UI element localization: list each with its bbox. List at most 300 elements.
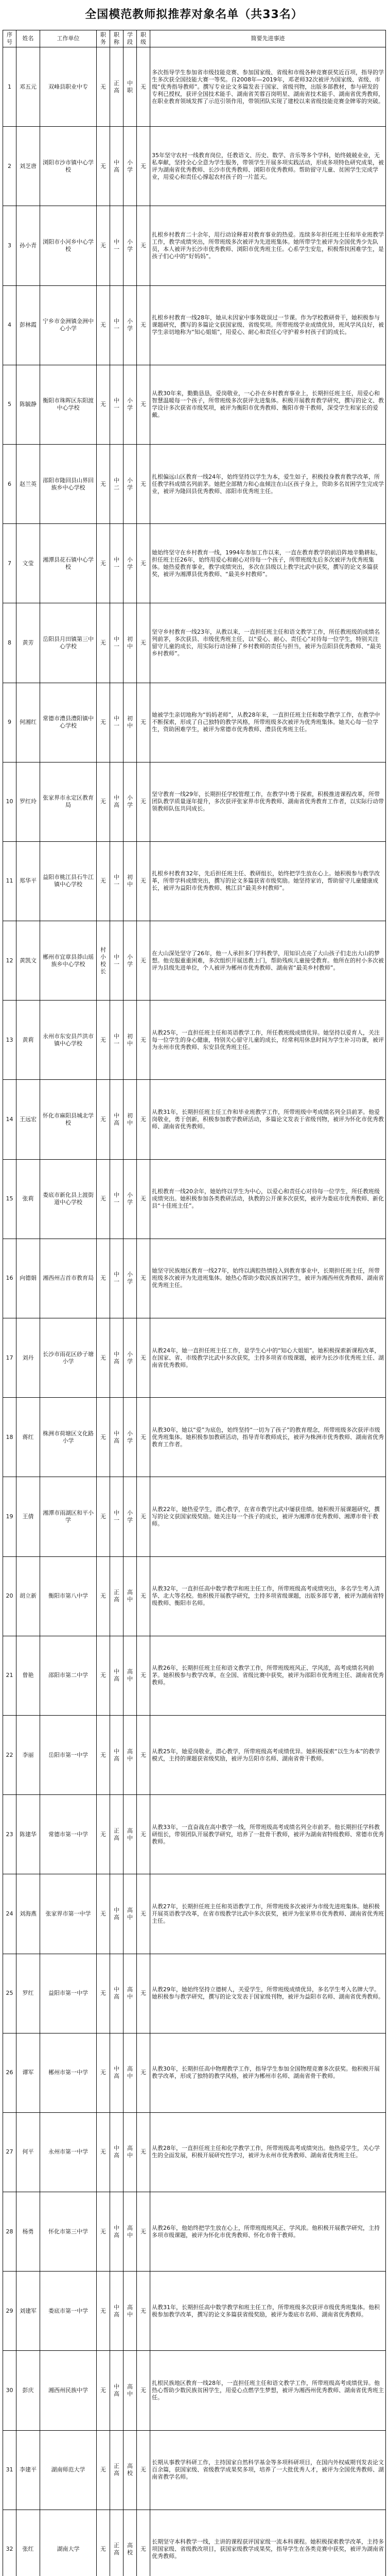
header-deed: 简要先进事迹 — [150, 30, 386, 47]
cell-name: 文莹 — [16, 524, 40, 603]
cell-rank: 无 — [137, 2033, 150, 2112]
cell-unit: 常德市澧县澧阳镇中心学校 — [40, 683, 97, 762]
cell-title: 中一 — [110, 524, 124, 603]
cell-unit: 邵阳市第二中学 — [40, 1636, 97, 1715]
page-title: 全国模范教师拟推荐对象名单（共33名） — [85, 8, 303, 21]
cell-deed: 从教25年，她爱岗敬业，潜心教学，所带班级高考成绩优异。她积极探索“以生为本”的教学模式，主持的课题获省级奖励，被评为岳阳市名师、湖南省骨干教师。 — [150, 1715, 386, 1794]
cell-unit: 怀化市第三中学 — [40, 2192, 97, 2272]
cell-unit: 怀化市麻阳县城北学校 — [40, 1080, 97, 1159]
table-row — [3, 2033, 386, 2112]
cell-post: 无 — [97, 762, 110, 841]
cell-rank: 无 — [137, 1477, 150, 1556]
cell-level: 高中 — [124, 2112, 137, 2192]
cell-name: 刘海燕 — [16, 1874, 40, 1954]
cell-title: 中高 — [110, 762, 124, 841]
cell-post: 无 — [97, 1715, 110, 1794]
cell-level: 高中 — [124, 2272, 137, 2351]
cell-title: 正高 — [110, 47, 124, 127]
cell-unit: 湖南师范大学 — [40, 2430, 97, 2510]
header-unit: 工作单位 — [40, 30, 97, 47]
cell-index: 25 — [3, 1954, 16, 2033]
table-row — [3, 762, 386, 841]
cell-level: 初中 — [124, 1080, 137, 1159]
cell-rank: 无 — [137, 2510, 150, 2576]
cell-rank: 无 — [137, 365, 150, 444]
cell-level: 小学 — [124, 206, 137, 285]
cell-name: 黄凯文 — [16, 921, 40, 1001]
cell-deed: 长期从事教学科研工作，主持国家自然科学基金等多项科研项目，在国内外权威期刊发表论文百余篇，获国家级、省级教学成果奖多项，培养了一大批优秀人才，被评为全国优秀教师、湖南省教学名师。 — [150, 2430, 386, 2510]
cell-rank: 无 — [137, 1159, 150, 1239]
cell-post: 无 — [97, 1239, 110, 1318]
cell-unit: 张家界市永定区教育局 — [40, 762, 97, 841]
cell-rank: 无 — [137, 206, 150, 285]
table-row — [3, 1159, 386, 1239]
cell-title: 中高 — [110, 2351, 124, 2430]
table-row — [3, 1715, 386, 1794]
table-row — [3, 2351, 386, 2430]
cell-title: 中高 — [110, 1954, 124, 2033]
table-row — [3, 1477, 386, 1556]
cell-level: 初中 — [124, 841, 137, 921]
cell-deed: 从教25年，一直担任班主任和英语教学工作，所任教班级成绩优异。她坚持以爱育人，关注每一位学生的身心健康，特别关心留守儿童的成长，经常利用休息时间为学生补习功课，被评为永州市优秀教师、东安县优秀班主任。 — [150, 1001, 386, 1080]
cell-deed: 扎根乡村教育一线28年，她从未因家中事务耽误过一节课。作为学校教研骨干，她积极参与课题研究，撰写的多篇论文获国家级、省级奖项。所带班级学业成绩优异，班风学风良好，被学生亲切地称为“知心姐姐”，用爱心、耐心和责任心守护着乡村孩子们的成长。 — [150, 285, 386, 365]
cell-rank: 无 — [137, 444, 150, 523]
cell-level: 小学 — [124, 1159, 137, 1239]
cell-name: 罗红玲 — [16, 762, 40, 841]
cell-level: 高中 — [124, 2192, 137, 2272]
cell-deed: 从教28年，一直担任班主任和化学教学工作，所带班级高考成绩突出。他热爱学生，关心学生的全面发展，积极开展研究性学习，被评为永州市优秀教师、湖南省优秀班主任。 — [150, 2112, 386, 2192]
cell-index: 13 — [3, 1001, 16, 1080]
cell-post: 无 — [97, 1318, 110, 1398]
cell-rank: 无 — [137, 2430, 150, 2510]
cell-name: 刘丹 — [16, 1318, 40, 1398]
header-index: 序号 — [3, 30, 16, 47]
cell-index: 8 — [3, 603, 16, 683]
table-row — [3, 1954, 386, 2033]
cell-name: 谭军 — [16, 2033, 40, 2112]
cell-index: 30 — [3, 2351, 16, 2430]
cell-index: 14 — [3, 1080, 16, 1159]
cell-post: 无 — [97, 1080, 110, 1159]
table-row — [3, 683, 386, 762]
cell-rank: 无 — [137, 1556, 150, 1636]
nominee-table — [3, 30, 386, 2576]
cell-level: 小学 — [124, 127, 137, 206]
table-row — [3, 1636, 386, 1715]
cell-rank: 无 — [137, 127, 150, 206]
table-row — [3, 47, 386, 127]
cell-post: 无 — [97, 1398, 110, 1477]
cell-level: 高中 — [124, 1874, 137, 1954]
cell-title: 中高 — [110, 2272, 124, 2351]
cell-title: 中一 — [110, 1239, 124, 1318]
cell-name: 蒋红 — [16, 1398, 40, 1477]
cell-post: 村小校长 — [97, 921, 110, 1001]
cell-post: 无 — [97, 1795, 110, 1874]
cell-title: 中一 — [110, 1159, 124, 1239]
cell-deed: 从教26年，长期担任班主任和语文教学工作，所带班级班风正、学风浓，高考成绩名列前茅。她积极参与教学改革，在全国、省级比赛中获奖，被评为邵阳市优秀班主任、湖南省优秀教师。 — [150, 1636, 386, 1715]
cell-rank: 无 — [137, 1874, 150, 1954]
cell-name: 王远宏 — [16, 1080, 40, 1159]
cell-deed: 扎根乡村教育32年，先后担任班主任、教研组长，始终把学生放在心上。她积极参与教学改革，所带学科成绩突出，撰写的论文多篇获省市级奖励。她坚持家访，帮助留守儿童健康成长，被评为益阳市优秀教师、桃江县“最美乡村教师”。 — [150, 841, 386, 921]
cell-post: 无 — [97, 127, 110, 206]
cell-title: 中一 — [110, 285, 124, 365]
cell-deed: 从教32年，一直担任高中数学教学和班主任工作，所带班级高考成绩突出，多名学生考入清华、北大等名校。他积极开展教学研究，主持多项省级课题，出版多部专著，被评为湖南省特级教师、衡阳市名师。 — [150, 1556, 386, 1636]
cell-index: 28 — [3, 2192, 16, 2272]
cell-unit: 长沙市雨花区砂子塘小学 — [40, 1318, 97, 1398]
cell-index: 10 — [3, 762, 16, 841]
cell-name: 向德娟 — [16, 1239, 40, 1318]
cell-title: 中高 — [110, 2192, 124, 2272]
table-row — [3, 1556, 386, 1636]
cell-post: 无 — [97, 444, 110, 523]
cell-rank: 无 — [137, 1080, 150, 1159]
cell-post: 无 — [97, 2430, 110, 2510]
cell-rank: 无 — [137, 1398, 150, 1477]
cell-level: 小学 — [124, 285, 137, 365]
cell-name: 黄芳 — [16, 603, 40, 683]
cell-name: 何平 — [16, 2112, 40, 2192]
header-level: 学段 — [124, 30, 137, 47]
cell-index: 7 — [3, 524, 16, 603]
cell-rank: 无 — [137, 1318, 150, 1398]
cell-deed: 她被学生亲切地称为“妈妈老师”，从教28年来，一直担任班主任和数学教学工作，在教学中不断探索，形成了自己独特的教学风格，所带班级多次被评为优秀班集体。她关心每一位学生，资助困难学生，被评为常德市优秀教师、澧县优秀班主任。 — [150, 683, 386, 762]
cell-index: 15 — [3, 1159, 16, 1239]
table-row — [3, 1398, 386, 1477]
cell-index: 5 — [3, 365, 16, 444]
cell-level: 小学 — [124, 365, 137, 444]
cell-unit: 湘西州吉首市教育局 — [40, 1239, 97, 1318]
cell-post: 无 — [97, 2510, 110, 2576]
cell-rank: 无 — [137, 1239, 150, 1318]
cell-deed: 从教27年，长期担任班主任和英语教学工作，所带班级多次被评为市级先进班集体。她积极开展英语教学改革，在省市级教学比武中多次获奖，被评为张家界市优秀教师、湖南省优秀班主任。 — [150, 1874, 386, 1954]
cell-rank: 无 — [137, 285, 150, 365]
cell-title: 中高 — [110, 2033, 124, 2112]
cell-level: 小学 — [124, 444, 137, 523]
cell-post: 无 — [97, 524, 110, 603]
cell-post: 无 — [97, 206, 110, 285]
cell-deed: 从教26年，他始终把学生放在心上，所带班级班风正、学风浓。他积极开展教学研究，主持多项市级课题，被评为怀化市优秀教师、怀化市骨干教师。 — [150, 2192, 386, 2272]
cell-level: 小学 — [124, 1239, 137, 1318]
cell-index: 12 — [3, 921, 16, 1001]
cell-name: 曾艳 — [16, 1636, 40, 1715]
cell-unit: 衡阳市第八中学 — [40, 1556, 97, 1636]
cell-name: 李建平 — [16, 2430, 40, 2510]
cell-deed: 从教29年，她始终坚持立德树人，关爱学生，所带班级成绩优异，多名学生考入名牌大学。她积极参与教学研究，撰写的论文发表于国家级刊物，被评为益阳市名师、湖南省优秀教师。 — [150, 1954, 386, 2033]
cell-deed: 在大山深处坚守了26年，他一人承担多门学科教学，用知识点亮了大山孩子们走出大山的梦想。他克服重重困难，多次组织开展送教上门，帮助残疾儿童接受教育。他所在的村小多次被评为县级先进单位，个人被评为郴州市优秀教师、湖南省“最美乡村教师”。 — [150, 921, 386, 1001]
cell-title: 中一 — [110, 365, 124, 444]
cell-post: 无 — [97, 365, 110, 444]
cell-level: 高中 — [124, 1795, 137, 1874]
cell-post: 无 — [97, 2112, 110, 2192]
cell-deed: 扎根乡村教育二十余年，用行动诠释着对教育事业的热爱。连续多年担任班主任和毕业班教学工作，教学成绩突出，所带班级多次被评为先进班集体。她所带学生被评为全国优秀少先队员，本人被评为长沙市优秀教师、浏阳市优秀班主任。心系学生安危，积极帮扶困难学生，是孩子们心中的“好妈妈”。 — [150, 206, 386, 285]
cell-deed: 坚守教育一线29年，长期担任学校管理工作，在教学中勇于探索，积极推进课程改革，所带团队教学质量逐年提升，多次获评张家界市优秀教师、湖南省优秀教育工作者，以实际行动带领教师队伍共同成长。 — [150, 762, 386, 841]
cell-title: 正高 — [110, 1556, 124, 1636]
cell-rank: 无 — [137, 1795, 150, 1874]
cell-index: 22 — [3, 1715, 16, 1794]
header-post: 职务 — [97, 30, 110, 47]
cell-rank: 无 — [137, 841, 150, 921]
cell-title: 中高 — [110, 127, 124, 206]
cell-index: 29 — [3, 2272, 16, 2351]
cell-name: 彭林霞 — [16, 285, 40, 365]
cell-name: 张莉 — [16, 1159, 40, 1239]
cell-unit: 益阳市桃江县石牛江镇中心学校 — [40, 841, 97, 921]
cell-unit: 湘潭县花石镇中心学校 — [40, 524, 97, 603]
cell-title: 中高 — [110, 1874, 124, 1954]
cell-title: 中高 — [110, 2112, 124, 2192]
table-row — [3, 1318, 386, 1398]
cell-level: 小学 — [124, 921, 137, 1001]
table-row — [3, 1874, 386, 1954]
cell-deed: 扎根偏远山区教育一线24年，始终坚持以学生为本，爱生如子，积极投身教育教学改革，所任教学科成绩名列前茅。她把全部精力和心血倾注在山区孩子身上，资助多名贫困学生完成学业，被评为隆回县优秀教师、邵阳市优秀班主任。 — [150, 444, 386, 523]
table-row — [3, 603, 386, 683]
cell-index: 27 — [3, 2112, 16, 2192]
cell-deed: 从教30年，长期担任高中物理教学工作，指导学生参加全国物理竞赛多次获奖。他积极开展教学改革，形成了独特的教学风格，被评为郴州市名师、湖南省骨干教师。 — [150, 2033, 386, 2112]
cell-post: 无 — [97, 603, 110, 683]
cell-level: 小学 — [124, 524, 137, 603]
cell-post: 无 — [97, 285, 110, 365]
cell-title: 中高 — [110, 1398, 124, 1477]
cell-unit: 双峰县职业中专 — [40, 47, 97, 127]
cell-title: 中高 — [110, 1715, 124, 1794]
cell-rank: 无 — [137, 524, 150, 603]
cell-unit: 郴州市宜章县莽山瑶族乡中心学校 — [40, 921, 97, 1001]
cell-title: 中高 — [110, 1318, 124, 1398]
cell-index: 9 — [3, 683, 16, 762]
cell-post: 无 — [97, 1556, 110, 1636]
cell-deed: 从教31年，长期担任班主任工作和毕业班教学工作，所带班级中考成绩名列全县前茅。他爱岗敬业，勇于创新，积极参加教学教研活动，多篇论文发表于省级刊物，被评为怀化市优秀教师、湖南省优秀教师。 — [150, 1080, 386, 1159]
cell-name: 罗红 — [16, 1954, 40, 2033]
cell-deed: 多次指导学生参加省市级技能竞赛、参加国家级、省级和市级各种竞赛获奖近百项，指导的学生多次获全国技能大赛一等奖。自2008年—2019年，邓老师32次被评为国家级、省级、市级“优秀指导教师”。撰写专业论文多篇发表于国家、省级刊物，出版多部教材，参与研发的专利已授权，获评全国技术能手、湖南省芙蓉百岗明星、湖南省技术能手、湖南省优秀教师，在职业教育领域发挥了示范引领作用，带领团队实现了建校以来省级技能竞赛金牌零的突破。 — [150, 47, 386, 127]
cell-unit: 娄底市第一中学 — [40, 2272, 97, 2351]
table-row — [3, 206, 386, 285]
table-row — [3, 921, 386, 1001]
cell-deed: 她坚守民族地区教育一线27年，始终以满腔热情投入到教育事业中，长期担任班主任，所带班级多次被评为先进班集体。她热心帮助少数民族贫困学生，被评为湘西州优秀教师、湖南省优秀班主任。 — [150, 1239, 386, 1318]
cell-post: 无 — [97, 47, 110, 127]
cell-unit: 衡阳市珠晖区东阳渡中心学校 — [40, 365, 97, 444]
table-row — [3, 1001, 386, 1080]
table-row — [3, 2430, 386, 2510]
table-row — [3, 1080, 386, 1159]
cell-level: 高中 — [124, 1715, 137, 1794]
cell-index: 20 — [3, 1556, 16, 1636]
header-rank: 职级 — [137, 30, 150, 47]
cell-name: 刘建军 — [16, 2272, 40, 2351]
cell-unit: 湖南大学 — [40, 2510, 97, 2576]
cell-unit: 湘西州民族中学 — [40, 2351, 97, 2430]
cell-unit: 邵阳市隆回县山界回族乡中心学校 — [40, 444, 97, 523]
cell-index: 21 — [3, 1636, 16, 1715]
cell-index: 17 — [3, 1318, 16, 1398]
cell-name: 赵兰英 — [16, 444, 40, 523]
cell-name: 杨勇 — [16, 2192, 40, 2272]
cell-deed: 长期坚守本科教学一线，主讲的课程获评国家级一流本科课程。她积极探索教学改革，主持多项国家级、省级教改项目，获国家级教学成果奖，指导学生在各类竞赛中获奖，被评为湖南省优秀教师。 — [150, 2510, 386, 2576]
cell-rank: 无 — [137, 2351, 150, 2430]
cell-level: 小学 — [124, 1318, 137, 1398]
cell-deed: 35年坚守农村一线教育岗位，任教语文、历史、数学、音乐等多个学科，始终兢兢业业，无私奉献，坚持全心全意为学生服务，带领学生开展多项实践活动，形成多项特色研究成果，被评为湖南省优秀教师、长沙市优秀教师、浏阳市优秀教师。帮助留守儿童、贫困学生完成学业，用爱心和责任心撑起农村孩子的一片蓝天。 — [150, 127, 386, 206]
cell-index: 26 — [3, 2033, 16, 2112]
cell-unit: 永州市东安县芦洪市镇中心学校 — [40, 1001, 97, 1080]
cell-rank: 无 — [137, 1715, 150, 1794]
table-row — [3, 2510, 386, 2576]
table-row — [3, 2192, 386, 2272]
cell-post: 无 — [97, 2351, 110, 2430]
cell-unit: 常德市第一中学 — [40, 1795, 97, 1874]
cell-level: 中职 — [124, 47, 137, 127]
table-row — [3, 2272, 386, 2351]
cell-unit: 张家界市第一中学 — [40, 1874, 97, 1954]
cell-unit: 永州市第一中学 — [40, 2112, 97, 2192]
cell-rank: 无 — [137, 1001, 150, 1080]
cell-level: 初中 — [124, 683, 137, 762]
cell-unit: 宁乡市金洲镇金洲中心小学 — [40, 285, 97, 365]
cell-unit: 湘潭市雨湖区和平小学 — [40, 1477, 97, 1556]
cell-deed: 从教33年，一直奋战在高中教学一线，所带班级高考成绩名列全市前茅。他长期担任学科教研组长，带领团队开展教学研究，培养了一批骨干教师，被评为湖南省特级教师、常德市优秀教师。 — [150, 1795, 386, 1874]
cell-name: 郑华平 — [16, 841, 40, 921]
cell-level: 高中 — [124, 1954, 137, 2033]
cell-unit: 郴州市第一中学 — [40, 2033, 97, 2112]
cell-title: 中一 — [110, 206, 124, 285]
cell-title: 中高 — [110, 1080, 124, 1159]
cell-deed: 从教30年，她以“爱”为底色，始终坚持“一切为了孩子”的教育理念，所带班级多次获评市级优秀班集体。她积极参加教研活动，指导青年教师成长，被评为株洲市优秀教师、湖南省优秀教育工作者。 — [150, 1398, 386, 1477]
table-row — [3, 365, 386, 444]
cell-level: 小学 — [124, 1477, 137, 1556]
cell-deed: 从教30年来，勤勤恳恳，爱岗敬业，一心扑在乡村教育事业上，长期担任班主任，用爱心和智慧温暖每一个孩子，所带班级多次获评先进集体。积极开展教育教学研究，撰写的论文、教学设计多次获省市级奖项，被评为衡阳市优秀教师、衡阳市骨干教师，深受学生和家长的爱戴。 — [150, 365, 386, 444]
cell-unit: 浏阳市小河乡中心学校 — [40, 206, 97, 285]
cell-name: 王倩 — [16, 1477, 40, 1556]
cell-index: 32 — [3, 2510, 16, 2576]
cell-unit: 株洲市荷塘区文化路小学 — [40, 1398, 97, 1477]
cell-deed: 扎根教育一线20余年，她始终以学生为中心，以爱心和责任心对待每一位学生，所任教班级成绩突出。她积极参加各类教研活动，执教的公开课多次获奖，被评为娄底市优秀教师、新化县“十佳班主任”。 — [150, 1159, 386, 1239]
cell-name: 孙小青 — [16, 206, 40, 285]
table-row — [3, 444, 386, 523]
cell-rank: 无 — [137, 2192, 150, 2272]
cell-post: 无 — [97, 1874, 110, 1954]
cell-rank: 无 — [137, 762, 150, 841]
cell-index: 18 — [3, 1398, 16, 1477]
cell-index: 16 — [3, 1239, 16, 1318]
cell-post: 无 — [97, 1636, 110, 1715]
cell-post: 无 — [97, 2192, 110, 2272]
cell-name: 彭庆 — [16, 2351, 40, 2430]
cell-name: 胡立新 — [16, 1556, 40, 1636]
cell-rank: 无 — [137, 921, 150, 1001]
cell-name: 黄莉 — [16, 1001, 40, 1080]
cell-index: 24 — [3, 1874, 16, 1954]
header-name: 姓名 — [16, 30, 40, 47]
cell-post: 无 — [97, 683, 110, 762]
cell-level: 小学 — [124, 762, 137, 841]
cell-title: 中一 — [110, 1001, 124, 1080]
cell-name: 刘芝唐 — [16, 127, 40, 206]
cell-post: 无 — [97, 1159, 110, 1239]
header-title: 职称 — [110, 30, 124, 47]
cell-index: 4 — [3, 285, 16, 365]
table-row — [3, 524, 386, 603]
cell-rank: 无 — [137, 1954, 150, 2033]
cell-title: 中一 — [110, 1477, 124, 1556]
cell-level: 初中 — [124, 1001, 137, 1080]
cell-index: 11 — [3, 841, 16, 921]
cell-name: 李丽 — [16, 1715, 40, 1794]
cell-title: 中高 — [110, 1636, 124, 1715]
cell-rank: 无 — [137, 603, 150, 683]
cell-name: 张红 — [16, 2510, 40, 2576]
table-row — [3, 2112, 386, 2192]
cell-unit: 岳阳市第一中学 — [40, 1715, 97, 1794]
table-row — [3, 127, 386, 206]
cell-index: 1 — [3, 47, 16, 127]
cell-rank: 无 — [137, 1636, 150, 1715]
cell-title: 中一 — [110, 683, 124, 762]
cell-title: 正高 — [110, 2430, 124, 2510]
cell-post: 无 — [97, 1954, 110, 2033]
cell-title: 正高 — [110, 1795, 124, 1874]
cell-name: 邓五元 — [16, 47, 40, 127]
cell-index: 19 — [3, 1477, 16, 1556]
table-row — [3, 841, 386, 921]
cell-name: 陈毓静 — [16, 365, 40, 444]
cell-rank: 无 — [137, 683, 150, 762]
cell-unit: 益阳市第一中学 — [40, 1954, 97, 2033]
cell-unit: 浏阳市沙市镇中心学校 — [40, 127, 97, 206]
cell-title: 中一 — [110, 841, 124, 921]
cell-rank: 无 — [137, 2272, 150, 2351]
cell-post: 无 — [97, 2272, 110, 2351]
cell-title: 正高 — [110, 2510, 124, 2576]
cell-index: 23 — [3, 1795, 16, 1874]
cell-level: 高中 — [124, 1556, 137, 1636]
cell-index: 6 — [3, 444, 16, 523]
cell-name: 陈建华 — [16, 1795, 40, 1874]
cell-deed: 扎根民族地区教育一线28年，一直担任班主任和语文教学工作，所带班级高考成绩优异。他热心帮助少数民族贫困学生，用爱心点燃学生梦想，被评为湘西州优秀教师、湖南省优秀班主任。 — [150, 2351, 386, 2430]
cell-index: 31 — [3, 2430, 16, 2510]
cell-level: 小学 — [124, 1398, 137, 1477]
cell-rank: 无 — [137, 47, 150, 127]
cell-unit: 娄底市新化县上渡街道中心学校 — [40, 1159, 97, 1239]
cell-level: 高中 — [124, 2351, 137, 2430]
table-row — [3, 285, 386, 365]
cell-level: 高校 — [124, 2510, 137, 2576]
cell-post: 无 — [97, 2033, 110, 2112]
cell-deed: 她始终坚守在乡村教育一线，1994年参加工作以来，一直在教育教学的前沿阵地辛勤耕耘，担任班主任26年，始终用爱心和耐心对待每一个孩子，所带班级先后多次被评为优秀班集体。她热爱教育事业，教学成绩突出，多次在县级以上教学比武中获奖，撰写的论文多篇获奖，被评为湘潭县优秀教师、“最美乡村教师”。 — [150, 524, 386, 603]
cell-post: 无 — [97, 1477, 110, 1556]
cell-unit: 岳阳县月田镇第三中心学校 — [40, 603, 97, 683]
table-body — [3, 47, 386, 2576]
cell-title: 中一 — [110, 921, 124, 1001]
cell-index: 2 — [3, 127, 16, 206]
cell-name: 何湘红 — [16, 683, 40, 762]
cell-deed: 从教24年，她一直担任班主任工作，是学生心中的“知心大姐姐”。她积极探索新课程改革，在国家、省、市级教学比武中多次获奖，主持多项省市级课题，被评为长沙市优秀班主任、湖南省优秀教师。 — [150, 1318, 386, 1398]
table-header-row — [3, 30, 386, 47]
cell-title: 中二 — [110, 444, 124, 523]
cell-level: 高中 — [124, 2033, 137, 2112]
cell-level: 高中 — [124, 1636, 137, 1715]
cell-index: 3 — [3, 206, 16, 285]
cell-post: 无 — [97, 841, 110, 921]
cell-post: 无 — [97, 1001, 110, 1080]
cell-level: 高校 — [124, 2430, 137, 2510]
cell-deed: 坚守乡村教育一线23年，从教以来，一直担任班主任和语文教学工作，所任教班级的成绩名列前茅，多次获县、市级优秀班主任，以“爱心、耐心、责任心”对待每一位学生，特别关注留守儿童的成长，用实际行动诠释了乡村教师的责任与担当，被评为岳阳县优秀教师、“最美乡村教师”。 — [150, 603, 386, 683]
cell-deed: 从教22年，她热爱学生，潜心教学，在省市教学比武中屡获佳绩。她积极开展课题研究，撰写的论文获国家级奖励。她关注每一个孩子的成长，被评为湘潭市优秀教师、湘潭市骨干教师。 — [150, 1477, 386, 1556]
table-row — [3, 1795, 386, 1874]
cell-rank: 无 — [137, 2112, 150, 2192]
table-row — [3, 1239, 386, 1318]
cell-deed: 从教31年，长期担任高中数学教学和班主任工作，所带班级多次获评市级优秀班集体。他积极参加教学改革，撰写的论文多篇获省级奖励，被评为娄底市名师、湖南省优秀教师。 — [150, 2272, 386, 2351]
cell-title: 中一 — [110, 603, 124, 683]
cell-level: 初中 — [124, 603, 137, 683]
